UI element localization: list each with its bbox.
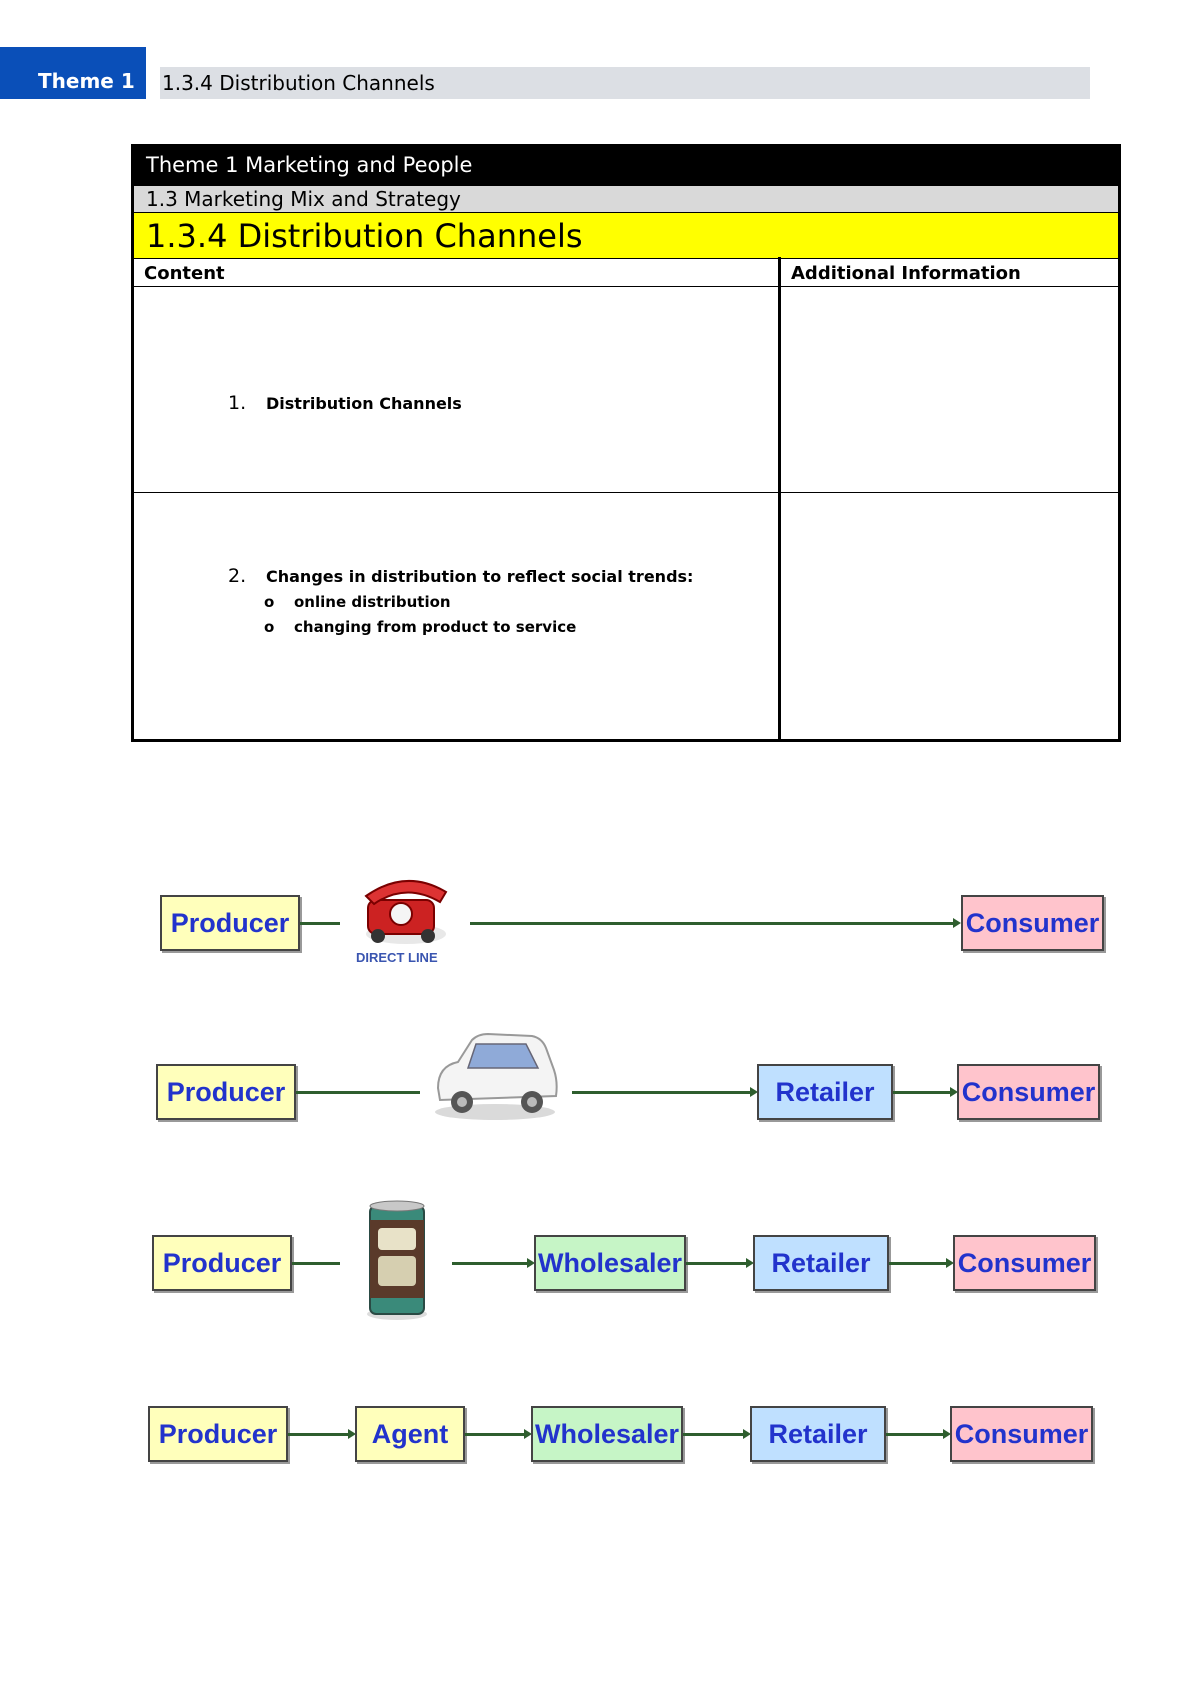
bullet-item bbox=[264, 618, 576, 636]
content-column-header: Content bbox=[134, 259, 778, 287]
wholesaler-box: Wholesaler bbox=[534, 1235, 686, 1291]
connector-line bbox=[292, 1262, 340, 1265]
retailer-box: Retailer bbox=[753, 1235, 889, 1291]
producer-box: Producer bbox=[148, 1406, 288, 1462]
column-divider bbox=[778, 257, 781, 739]
theme-row: Theme 1 Marketing and People bbox=[134, 147, 1118, 185]
connector-line bbox=[465, 1433, 527, 1436]
page-header-title: 1.3.4 Distribution Channels bbox=[160, 67, 1090, 99]
connector-line bbox=[893, 1091, 953, 1094]
additional-info-column-header: Additional Information bbox=[781, 259, 1118, 287]
consumer-box: Consumer bbox=[953, 1235, 1096, 1291]
connector-line bbox=[288, 1433, 350, 1436]
content-item-2 bbox=[228, 565, 693, 587]
content-item-1 bbox=[228, 392, 462, 414]
direct-line-logo-text: DIRECT LINE bbox=[356, 950, 438, 965]
bullet-marker: o bbox=[264, 593, 275, 611]
consumer-box: Consumer bbox=[950, 1406, 1093, 1462]
item-number: 2. bbox=[228, 565, 247, 587]
red-telephone-icon bbox=[356, 872, 456, 952]
producer-box: Producer bbox=[152, 1235, 292, 1291]
connector-line bbox=[886, 1433, 946, 1436]
spec-table bbox=[131, 144, 1121, 742]
bullet-item bbox=[264, 593, 451, 611]
theme-tab: Theme 1 bbox=[0, 47, 146, 99]
bullet-text: changing from product to service bbox=[294, 618, 577, 636]
subtopic-row: 1.3 Marketing Mix and Strategy bbox=[134, 185, 1118, 213]
retailer-box: Retailer bbox=[750, 1406, 886, 1462]
item-number: 1. bbox=[228, 392, 247, 414]
arrow-head bbox=[953, 918, 961, 928]
connector-line bbox=[296, 1091, 420, 1094]
connector-line bbox=[686, 1262, 748, 1265]
item-text: Changes in distribution to reflect social trends: bbox=[266, 567, 694, 586]
item-text: Distribution Channels bbox=[266, 394, 462, 413]
white-car-icon bbox=[428, 1026, 562, 1122]
consumer-box: Consumer bbox=[961, 895, 1104, 951]
row-divider bbox=[134, 492, 1118, 493]
connector-line bbox=[889, 1262, 949, 1265]
baked-beans-can-icon bbox=[364, 1198, 430, 1322]
connector-line bbox=[470, 922, 956, 925]
connector-line bbox=[572, 1091, 752, 1094]
wholesaler-box: Wholesaler bbox=[531, 1406, 683, 1462]
consumer-box: Consumer bbox=[957, 1064, 1100, 1120]
bullet-marker: o bbox=[264, 618, 275, 636]
topic-title-row: 1.3.4 Distribution Channels bbox=[134, 213, 1118, 259]
connector-line bbox=[300, 922, 340, 925]
connector-line bbox=[683, 1433, 745, 1436]
retailer-box: Retailer bbox=[757, 1064, 893, 1120]
connector-line bbox=[452, 1262, 530, 1265]
producer-box: Producer bbox=[160, 895, 300, 951]
agent-box: Agent bbox=[355, 1406, 465, 1462]
bullet-text: online distribution bbox=[294, 593, 451, 611]
producer-box: Producer bbox=[156, 1064, 296, 1120]
